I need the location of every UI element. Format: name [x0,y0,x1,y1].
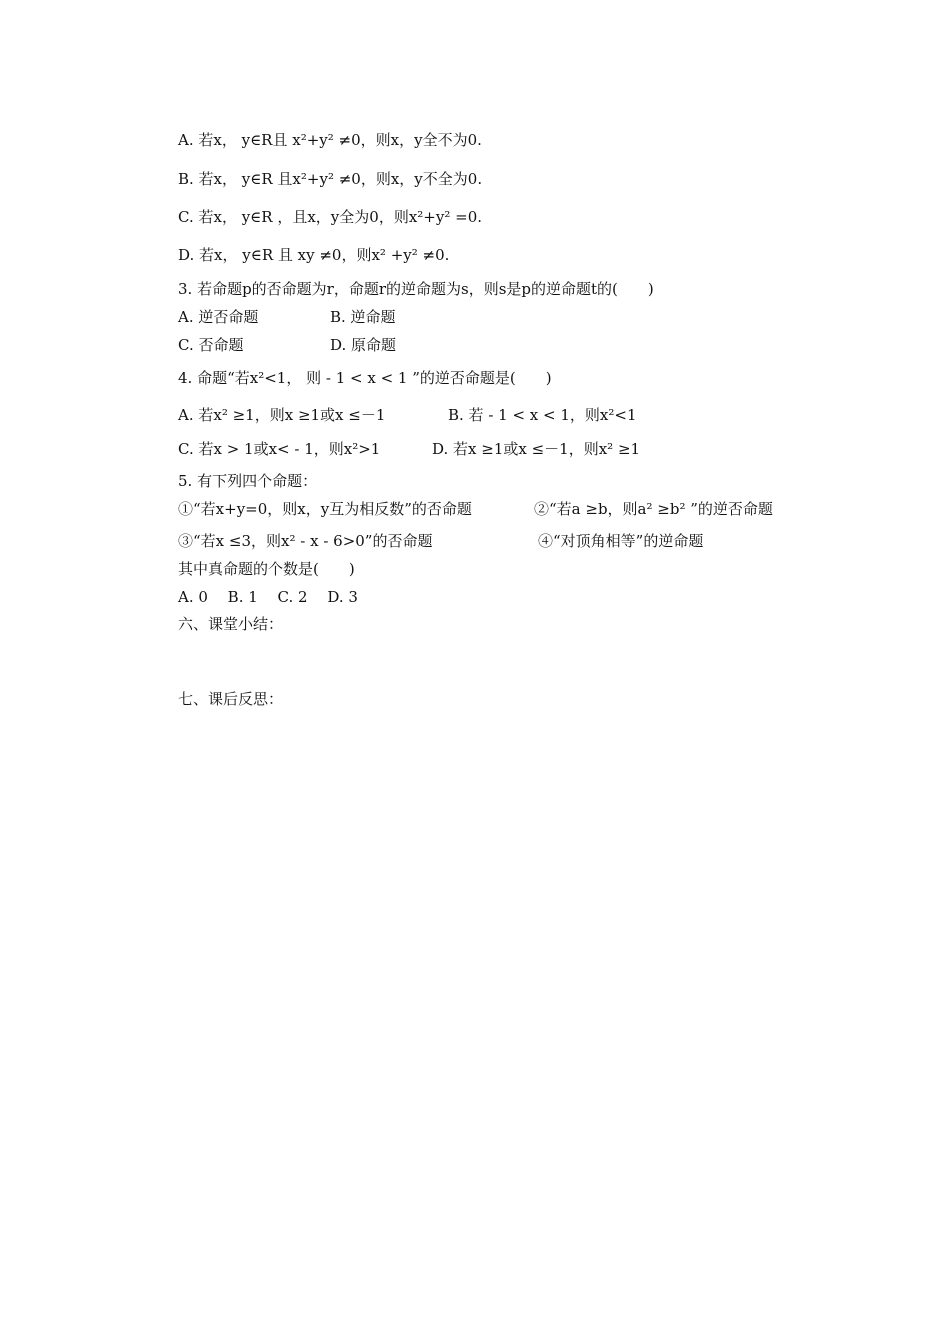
question-3-option-d: D. 原命题 [330,336,397,354]
option-a-prev: A. 若x， y∈R且 x²+y² ≠0，则x，y全不为0. [178,131,482,149]
option-d-prev: D. 若x， y∈R 且 xy ≠0，则x² +y² ≠0. [178,246,450,264]
question-3-option-c: C. 否命题 [178,336,244,354]
question-3-option-b: B. 逆命题 [330,308,396,326]
question-5-stem: 5. 有下列四个命题： [178,472,318,490]
question-5-choices: A. 0 B. 1 C. 2 D. 3 [178,588,358,606]
question-4-option-b: B. 若 - 1 < x < 1，则x²<1 [448,406,637,424]
question-5-ask: 其中真命题的个数是( ) [178,560,355,578]
question-5-proposition-2: ②“若a ≥b，则a² ≥b² ”的逆否命题 [534,500,773,518]
question-3-stem: 3. 若命题p的否命题为r，命题r的逆命题为s，则s是p的逆命题t的( ) [178,280,654,298]
question-4-option-c: C. 若x > 1或x< - 1，则x²>1 [178,440,381,458]
after-class-reflection-heading: 七、课后反思： [178,690,284,708]
option-c-prev: C. 若x， y∈R ，且x，y全为0，则x²+y² =0. [178,208,482,226]
question-5-proposition-3: ③“若x ≤3，则x² - x - 6>0”的否命题 [178,532,433,550]
class-summary-heading: 六、课堂小结： [178,615,284,633]
option-b-prev: B. 若x， y∈R 且x²+y² ≠0，则x，y不全为0. [178,170,483,188]
question-5-proposition-4: ④“对顶角相等”的逆命题 [538,532,704,550]
question-4-option-d: D. 若x ≥1或x ≤－1，则x² ≥1 [432,440,641,458]
question-4-stem: 4. 命题“若x²<1， 则 - 1 < x < 1 ”的逆否命题是( ) [178,369,552,387]
question-5-proposition-1: ①“若x+y=0，则x，y互为相反数”的否命题 [178,500,472,518]
question-4-option-a: A. 若x² ≥1，则x ≥1或x ≤－1 [178,406,386,424]
question-3-option-a: A. 逆否命题 [178,308,259,326]
